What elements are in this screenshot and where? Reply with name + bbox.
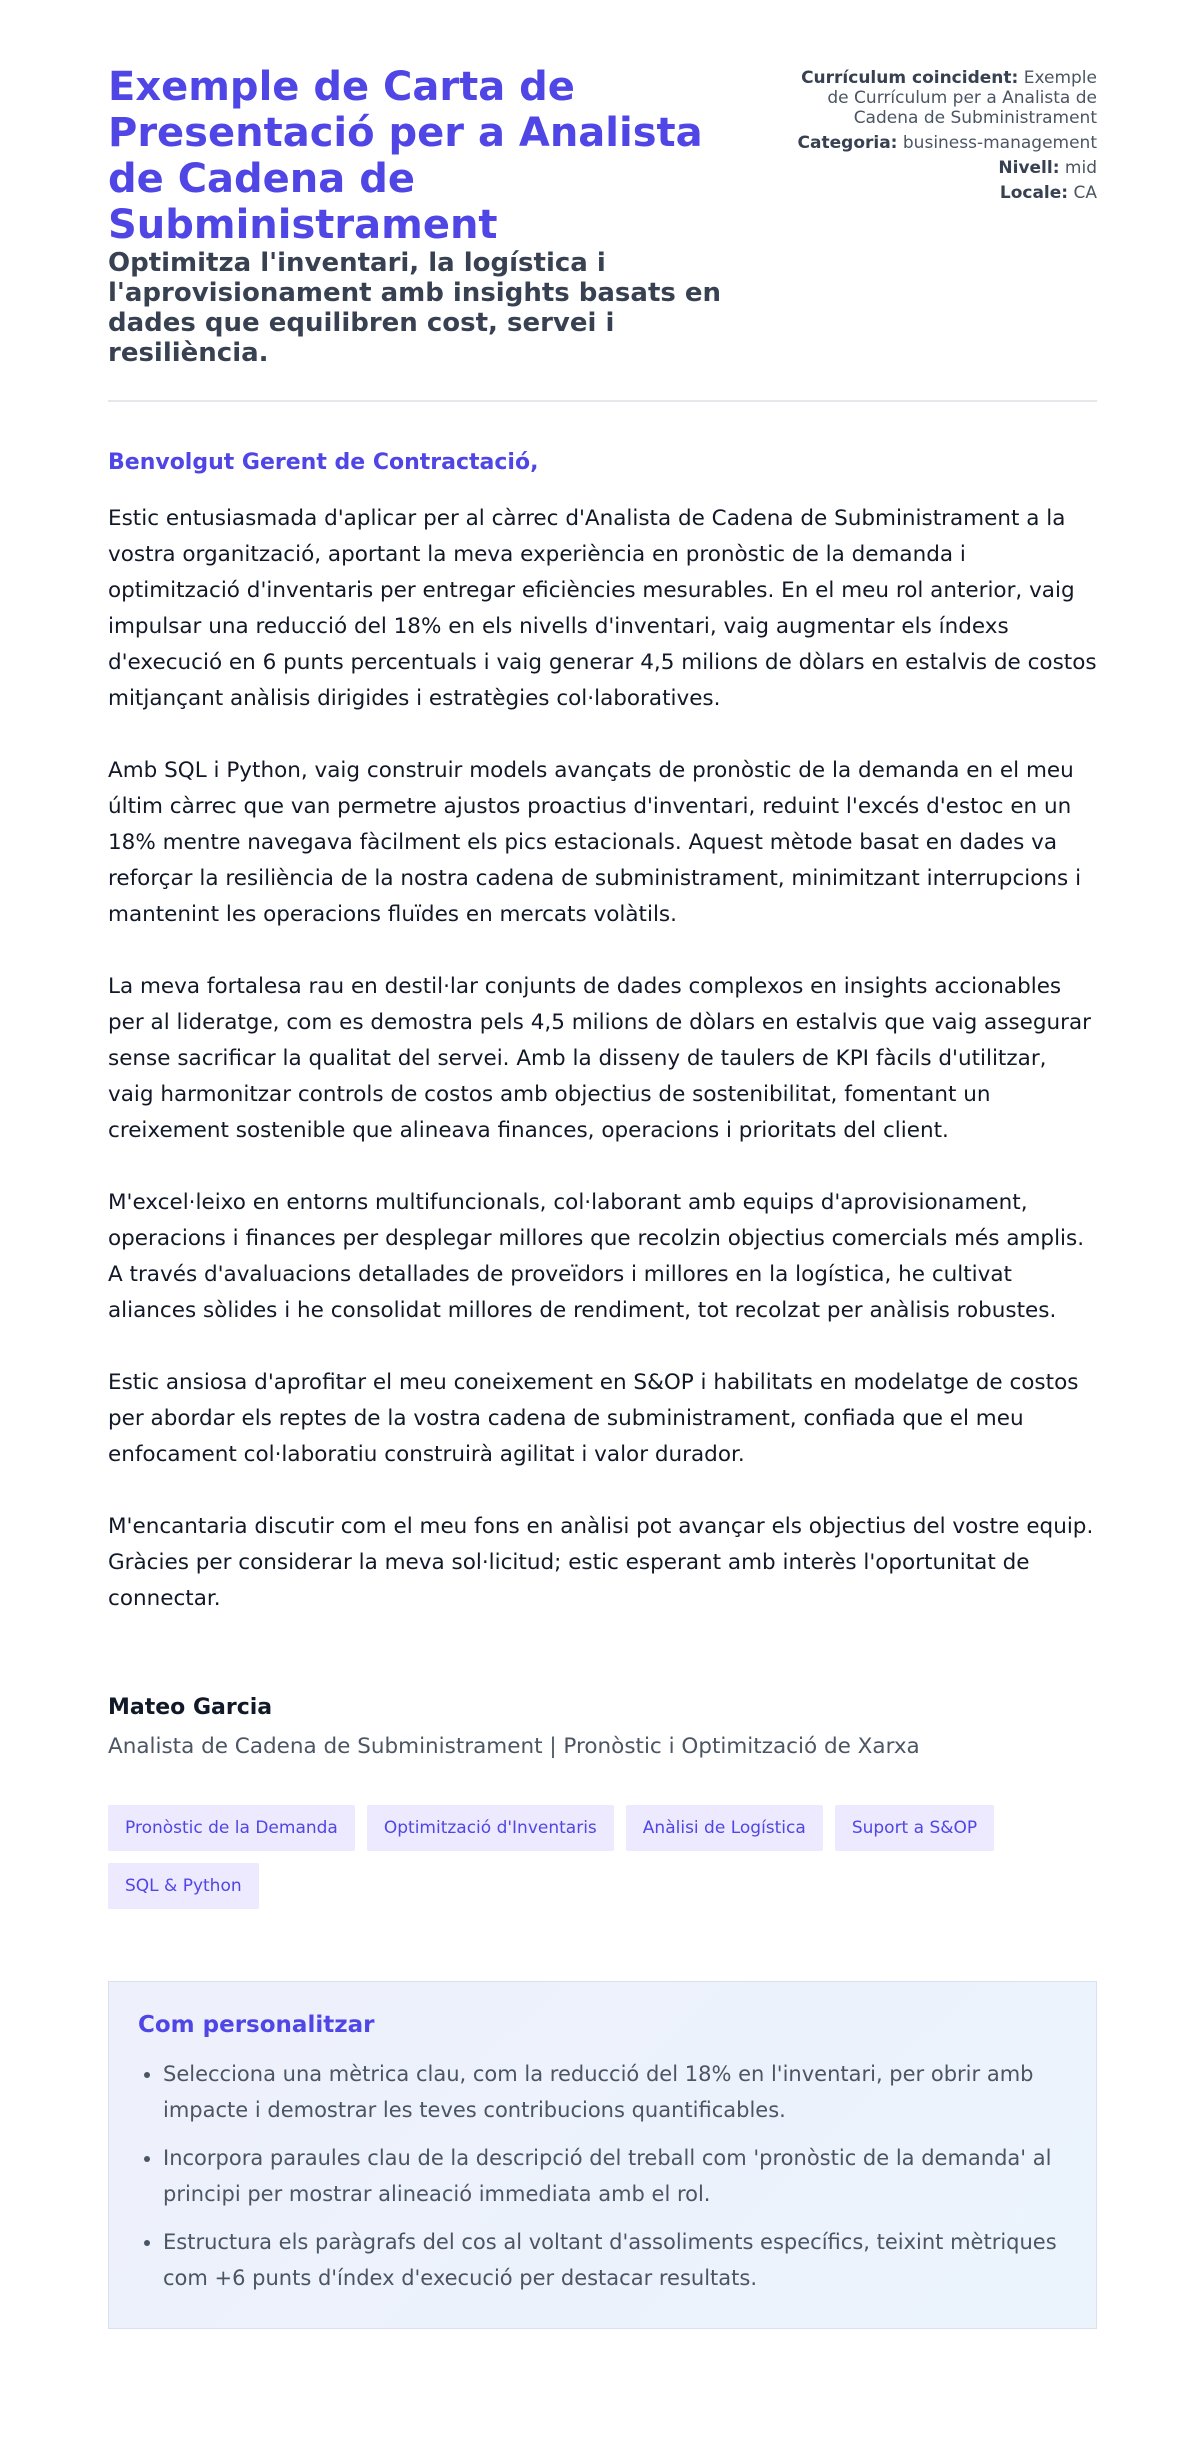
skill-tags — [108, 1805, 1097, 1909]
customization-tips — [108, 1981, 1097, 2329]
tip-item: • Incorpora paraules clau de la descripció del treball com 'pronòstic de la demanda' al principi per mostrar alineació immediata amb el rol. — [163, 2140, 1066, 2212]
meta-locale — [797, 183, 1097, 203]
page-title: Exemple de Carta de Presentació per a Analista de Cadena de Subministrament — [108, 64, 703, 248]
meta-label: Locale: — [999, 183, 1069, 203]
skill-tag: Suport a S&OP — [835, 1805, 994, 1851]
meta-value: mid — [1064, 158, 1097, 178]
tips-title: Com personalitzar — [138, 2012, 375, 2038]
paragraph: La meva fortalesa rau en destil·lar conjunts de dades complexos en insights accionables per al lideratge, com es demostra pels 4,5 milions de dòlars en estalvis que vaig assegurar sense sacrificar la qualitat del servei. Amb la disseny de taulers de KPI fàcils d'utilitzar, vaig harmonitzar controls de costos amb objectius de sostenibilitat, fomentant un creixement sostenible que alineava finances, operacions i prioritats del client. — [108, 974, 1091, 1143]
skill-tag: Pronòstic de la Demanda — [108, 1805, 355, 1851]
meta-label: Nivell: — [998, 158, 1060, 178]
skill-tag: SQL & Python — [108, 1863, 259, 1909]
skill-tag: Optimització d'Inventaris — [367, 1805, 614, 1851]
cover-letter-page — [108, 64, 1097, 2329]
signature-name: Mateo Garcia — [108, 1695, 273, 1720]
meta-info — [797, 64, 1097, 208]
title-block — [108, 64, 728, 368]
header — [108, 64, 1097, 368]
tips-list — [138, 2056, 1066, 2296]
meta-value: business-management — [902, 133, 1097, 153]
paragraph: Estic ansiosa d'aprofitar el meu coneixement en S&OP i habilitats en modelatge de costos per abordar els reptes de la vostra cadena de subministrament, confiada que el meu enfocament col·laboratiu construirà agilitat i valor durador. — [108, 1370, 1079, 1467]
signature-role: Analista de Cadena de Subministrament | Pronòstic i Optimització de Xarxa — [108, 1734, 920, 1759]
meta-category — [797, 133, 1097, 153]
meta-label: Currículum coincident: — [801, 68, 1019, 88]
meta-level — [797, 158, 1097, 178]
paragraph: M'encantaria discutir com el meu fons en anàlisi pot avançar els objectius del vostre equip. Gràcies per considerar la meva sol·licitud; estic esperant amb interès l'oportunitat de connectar. — [108, 1514, 1094, 1611]
greeting: Benvolgut Gerent de Contractació, — [108, 450, 539, 475]
skill-tag: Anàlisi de Logística — [626, 1805, 823, 1851]
meta-value: CA — [1073, 183, 1097, 203]
page-subtitle: Optimitza l'inventari, la logística i l'aprovisionament amb insights basats en dades que equilibren cost, servei i resiliència. — [108, 248, 722, 368]
paragraph: Amb SQL i Python, vaig construir models avançats de pronòstic de la demanda en el meu últim càrrec que van permetre ajustos proactius d'inventari, reduint l'excés d'estoc en un 18% mentre navegava fàcilment els pics estacionals. Aquest mètode basat en dades va reforçar la resiliència de la nostra cadena de subministrament, minimitzant interrupcions i mantenint les operacions fluïdes en mercats volàtils. — [108, 758, 1082, 927]
tip-item: • Selecciona una mètrica clau, com la reducció del 18% en l'inventari, per obrir amb impacte i demostrar les teves contribucions quantificables. — [163, 2056, 1066, 2128]
tip-item: • Estructura els paràgrafs del cos al voltant d'assoliments específics, teixint mètriques com +6 punts d'índex d'execució per destacar resultats. — [163, 2224, 1066, 2296]
meta-label: Categoria: — [797, 133, 898, 153]
meta-value: Exemple de Currículum per a Analista de Cadena de Subministrament — [827, 68, 1097, 128]
letter-body — [108, 501, 1097, 1617]
divider — [108, 400, 1097, 402]
paragraph: M'excel·leixo en entorns multifuncionals, col·laborant amb equips d'aprovisionament, operacions i finances per desplegar millores que recolzin objectius comercials més amplis. A través d'avaluacions detallades de proveïdors i millores en la logística, he cultivat aliances sòlides i he consolidat millores de rendiment, tot recolzat per anàlisis robustes. — [108, 1190, 1085, 1323]
paragraph: Estic entusiasmada d'aplicar per al càrrec d'Analista de Cadena de Subministrament a la vostra organització, aportant la meva experiència en pronòstic de la demanda i optimització d'inventaris per entregar eficiències mesurables. En el meu rol anterior, vaig impulsar una reducció del 18% en els nivells d'inventari, vaig augmentar els índexs d'execució en 6 punts percentuals i vaig generar 4,5 milions de dòlars en estalvis de costos mitjançant anàlisis dirigides i estratègies col·laboratives. — [108, 506, 1097, 711]
meta-matching-resume — [797, 68, 1097, 128]
